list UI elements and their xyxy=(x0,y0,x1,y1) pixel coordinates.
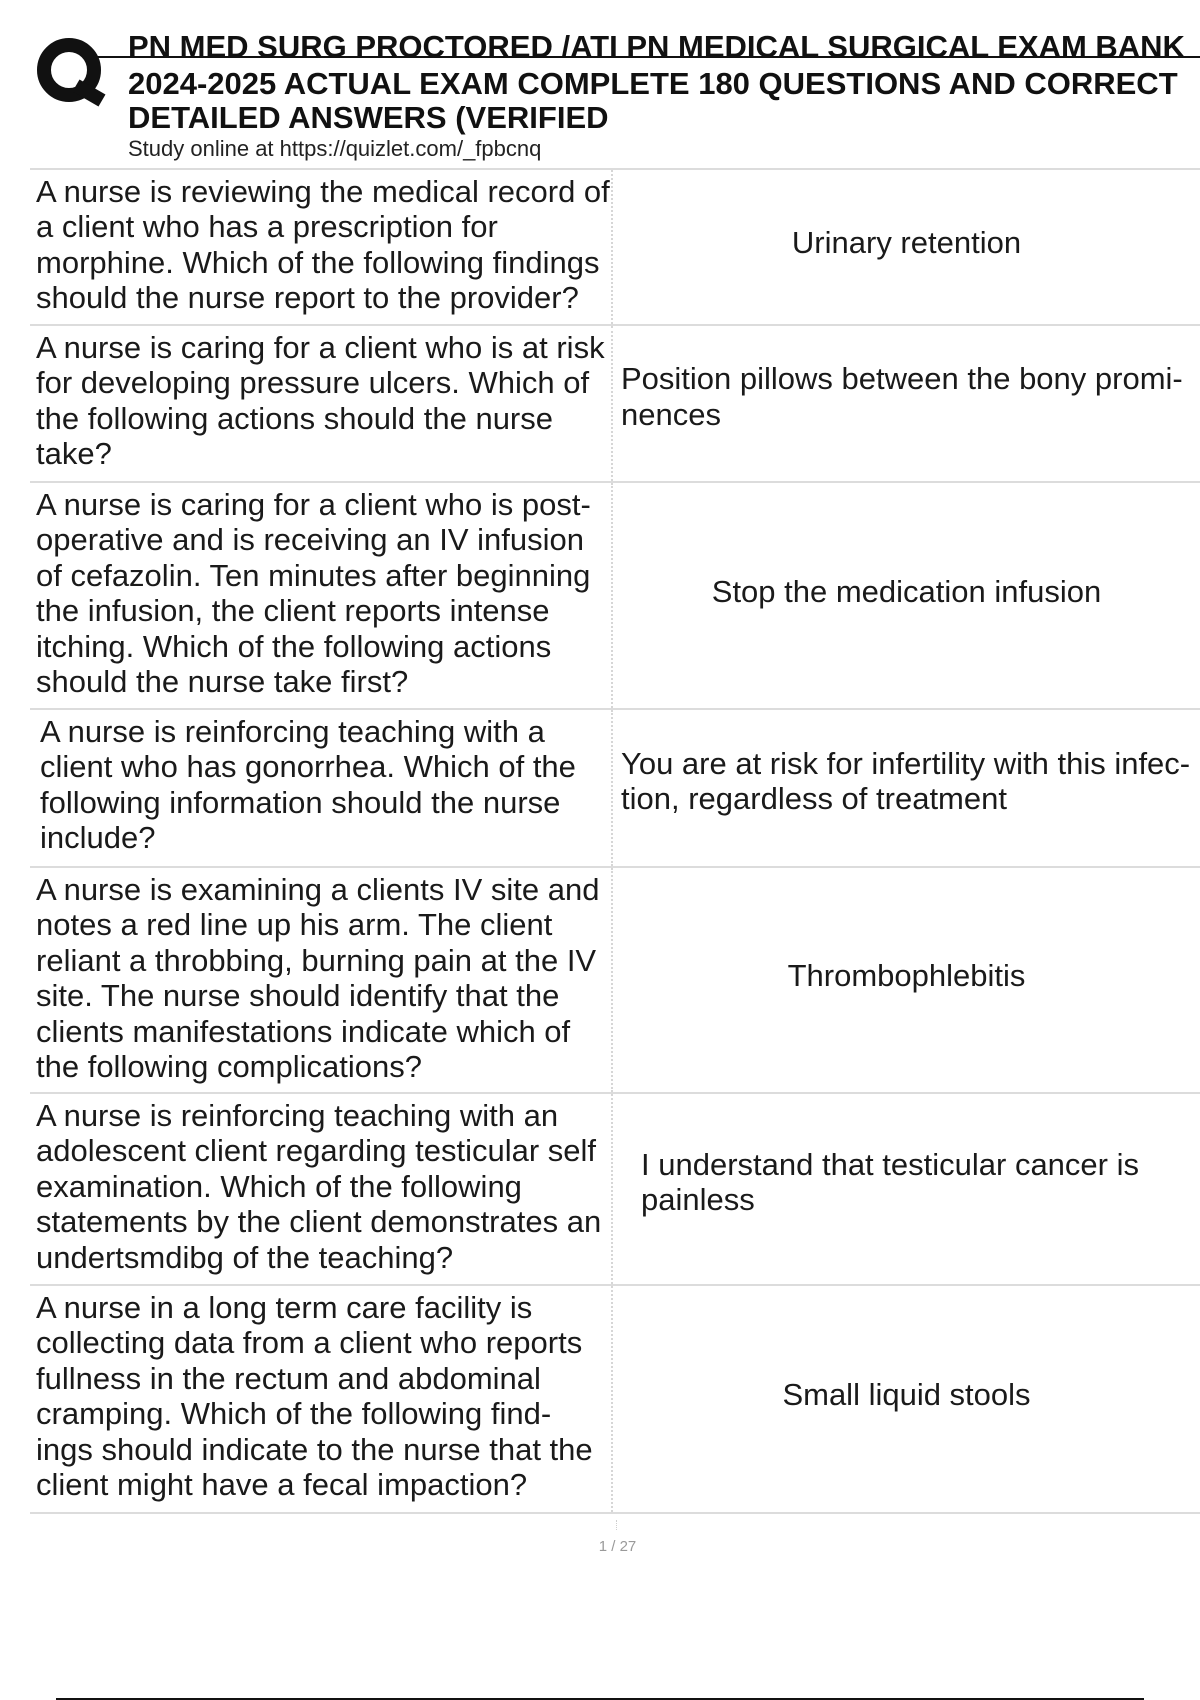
question-text: A nurse is examining a clients IV site and notes a red line up his arm. The client reliant a throbbing, burning pain at the IV site. The nurse should identify that the clients manifestations indicate which of the following complications? xyxy=(30,868,613,1092)
document-title-line-3: DETAILED ANSWERS (VERIFIED xyxy=(128,100,609,135)
page-number: 1 / 27 xyxy=(598,1538,637,1555)
question-text: A nurse is reviewing the medical record of a client who has a prescription for morphine. Which of the following findings should the nurse report to the provider? xyxy=(30,170,613,324)
flashcard-row xyxy=(30,868,1200,1094)
flashcard-row xyxy=(30,170,1200,326)
document-title-line-2: 2024-2025 ACTUAL EXAM COMPLETE 180 QUESTIONS AND CORRECT xyxy=(128,66,1178,101)
flashcard-row xyxy=(30,1094,1200,1286)
document-title-line-1: PN MED SURG PROCTORED /ATI PN MEDICAL SURGICAL EXAM BANK xyxy=(128,29,1185,64)
question-text: A nurse in a long term care facility is collecting data from a client who reports fullness in the rectum and abdominal cramping. Which of the following find- ings should indicate to the nurse that the client might have a fecal impaction? xyxy=(30,1286,613,1512)
flashcard-row xyxy=(30,483,1200,710)
question-text: A nurse is caring for a client who is at risk for developing pressure ulcers. Which of the following actions should the nurse take? xyxy=(30,326,613,481)
page-divider-tick xyxy=(616,1520,617,1530)
answer-text: Thrombophlebitis xyxy=(787,958,1026,994)
answer-text: Stop the medication infusion xyxy=(711,573,1102,609)
flashcard-row xyxy=(30,710,1200,868)
answer-text: Small liquid stools xyxy=(782,1377,1031,1413)
study-online-link[interactable]: Study online at https://quizlet.com/_fpbcnq xyxy=(128,136,542,161)
answer-text: Position pillows between the bony promi- nences xyxy=(621,361,1183,432)
quizlet-q-logo-icon xyxy=(34,36,108,110)
question-text: A nurse is caring for a client who is post- operative and is receiving an IV infusion of cefazolin. Ten minutes after beginning the infusion, the client reports intense itching. Which of the following actions should the nurse take first? xyxy=(30,483,613,708)
answer-text: Urinary retention xyxy=(791,225,1022,261)
question-text: A nurse is reinforcing teaching with a client who has gonorrhea. Which of the following information should the nurse include? xyxy=(30,710,613,866)
answer-text: You are at risk for infertility with this infec- tion, regardless of treatment xyxy=(621,745,1191,816)
answer-text: I understand that testicular cancer is painless xyxy=(641,1146,1139,1217)
flashcard-table xyxy=(30,168,1200,1514)
question-text: A nurse is reinforcing teaching with an adolescent client regarding testicular self examination. Which of the following statements by the client demonstrates an undertsmdibg of the teaching? xyxy=(30,1094,613,1284)
flashcard-row xyxy=(30,326,1200,483)
flashcard-row xyxy=(30,1286,1200,1514)
